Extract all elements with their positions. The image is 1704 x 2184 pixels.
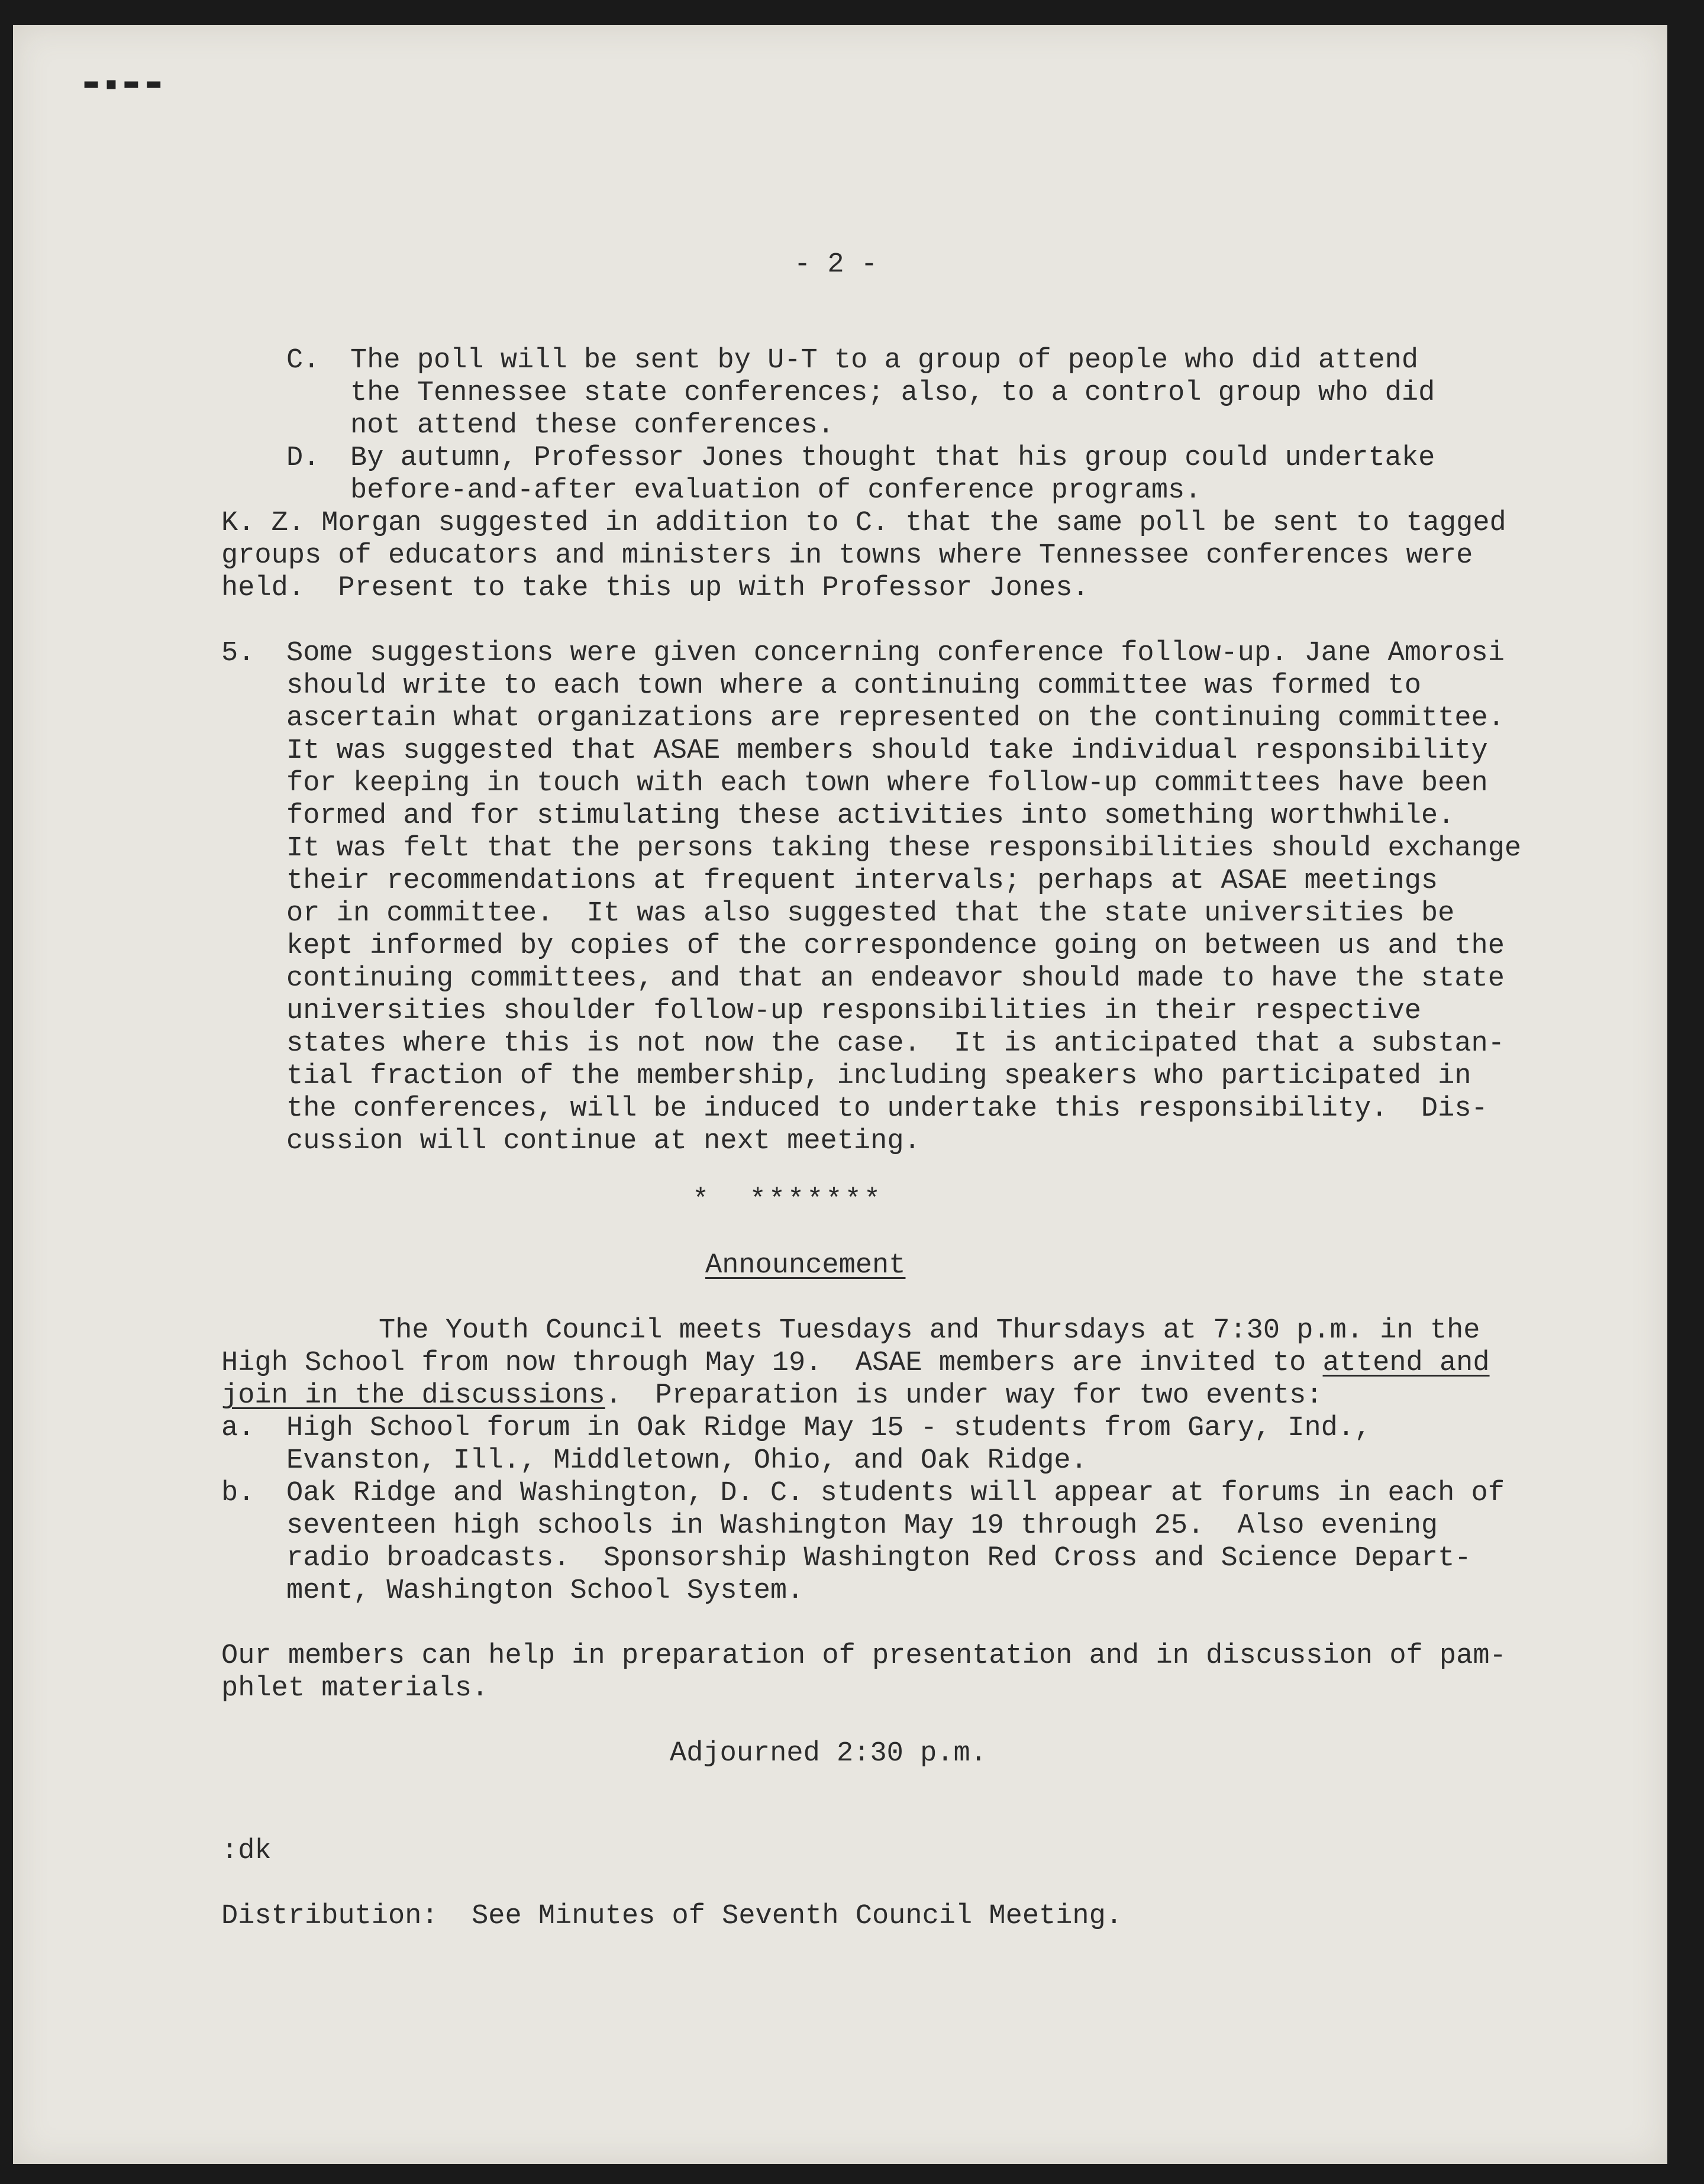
item-5-line: their recommendations at frequent intervals; perhaps at ASAE meetings bbox=[286, 865, 1438, 897]
item-5-label: 5. bbox=[221, 638, 255, 669]
announcement-item-b-line: ment, Washington School System. bbox=[286, 1575, 804, 1607]
adjourned-note: Adjourned 2:30 p.m. bbox=[670, 1738, 987, 1769]
item-5-line: states where this is not now the case. It is anticipated that a substan- bbox=[286, 1028, 1505, 1059]
item-5-line: kept informed by copies of the correspondence going on between us and the bbox=[286, 931, 1505, 962]
section-d-label: D. bbox=[286, 442, 320, 474]
item-5-line: Some suggestions were given concerning conference follow-up. Jane Amorosi bbox=[286, 638, 1505, 669]
announcement-underlined-text: attend and bbox=[1322, 1348, 1490, 1379]
item-5-line: It was felt that the persons taking these responsibilities should exchange bbox=[286, 833, 1522, 864]
members-note-line: phlet materials. bbox=[221, 1673, 489, 1704]
announcement-item-a-label: a. bbox=[221, 1413, 255, 1444]
announcement-item-a-line: High School forum in Oak Ridge May 15 - students from Gary, Ind., bbox=[286, 1413, 1371, 1444]
item-5-line: continuing committees, and that an endeavor should made to have the state bbox=[286, 963, 1505, 994]
item-5-line: should write to each town where a continuing committee was formed to bbox=[286, 670, 1421, 702]
morgan-note-line: held. Present to take this up with Professor Jones. bbox=[221, 573, 1089, 604]
distribution-line: Distribution: See Minutes of Seventh Council Meeting. bbox=[221, 1901, 1123, 1932]
item-5-line: ascertain what organizations are represented on the continuing committee. bbox=[286, 703, 1505, 734]
members-note-line: Our members can help in preparation of presentation and in discussion of pam- bbox=[221, 1640, 1506, 1672]
document-page bbox=[13, 25, 1667, 2164]
announcement-underlined-text: join in the discussions bbox=[221, 1380, 605, 1411]
announcement-line bbox=[221, 1347, 1490, 1379]
corner-mark: ▬ ▪ ▬ ▬ bbox=[83, 73, 162, 94]
announcement-text: . Preparation is under way for two events: bbox=[605, 1380, 1323, 1411]
item-5-line: the conferences, will be induced to undertake this responsibility. Dis- bbox=[286, 1093, 1488, 1125]
announcement-item-a-line: Evanston, Ill., Middletown, Ohio, and Oak Ridge. bbox=[286, 1445, 1087, 1477]
announcement-text: High School from now through May 19. ASAE members are invited to bbox=[221, 1348, 1323, 1379]
item-5-line: formed and for stimulating these activities into something worthwhile. bbox=[286, 800, 1455, 832]
announcement-item-b-line: seventeen high schools in Washington May 19 through 25. Also evening bbox=[286, 1510, 1438, 1542]
announcement-heading: Announcement bbox=[705, 1250, 906, 1281]
morgan-note-line: K. Z. Morgan suggested in addition to C. that the same poll be sent to tagged bbox=[221, 508, 1506, 539]
announcement-line bbox=[221, 1379, 1323, 1412]
item-5-line: tial fraction of the membership, including speakers who participated in bbox=[286, 1061, 1471, 1092]
announcement-item-b-line: Oak Ridge and Washington, D. C. students will appear at forums in each of bbox=[286, 1478, 1505, 1509]
announcement-item-b-line: radio broadcasts. Sponsorship Washington Red Cross and Science Depart- bbox=[286, 1543, 1471, 1574]
section-c-line: the Tennessee state conferences; also, to a control group who did bbox=[350, 377, 1435, 409]
typist-initials: :dk bbox=[221, 1836, 272, 1867]
section-c-label: C. bbox=[286, 345, 320, 376]
item-5-line: universities shoulder follow-up responsibilities in their respective bbox=[286, 996, 1421, 1027]
section-d-line: before-and-after evaluation of conference programs. bbox=[350, 475, 1202, 506]
item-5-line: cussion will continue at next meeting. bbox=[286, 1126, 921, 1157]
item-5-line: or in committee. It was also suggested that the state universities be bbox=[286, 898, 1455, 929]
section-c-line: not attend these conferences. bbox=[350, 410, 834, 441]
section-d-line: By autumn, Professor Jones thought that his group could undertake bbox=[350, 442, 1435, 474]
item-5-line: It was suggested that ASAE members should take individual responsibility bbox=[286, 735, 1488, 767]
morgan-note-line: groups of educators and ministers in towns where Tennessee conferences were bbox=[221, 540, 1473, 571]
item-5-line: for keeping in touch with each town where follow-up committees have been bbox=[286, 768, 1488, 799]
announcement-line: The Youth Council meets Tuesdays and Thursdays at 7:30 p.m. in the bbox=[379, 1315, 1480, 1346]
announcement-item-b-label: b. bbox=[221, 1478, 255, 1509]
section-c-line: The poll will be sent by U-T to a group of people who did attend bbox=[350, 345, 1419, 376]
page-number: - 2 - bbox=[794, 249, 878, 280]
separator-asterisks: * ******* bbox=[692, 1185, 883, 1216]
